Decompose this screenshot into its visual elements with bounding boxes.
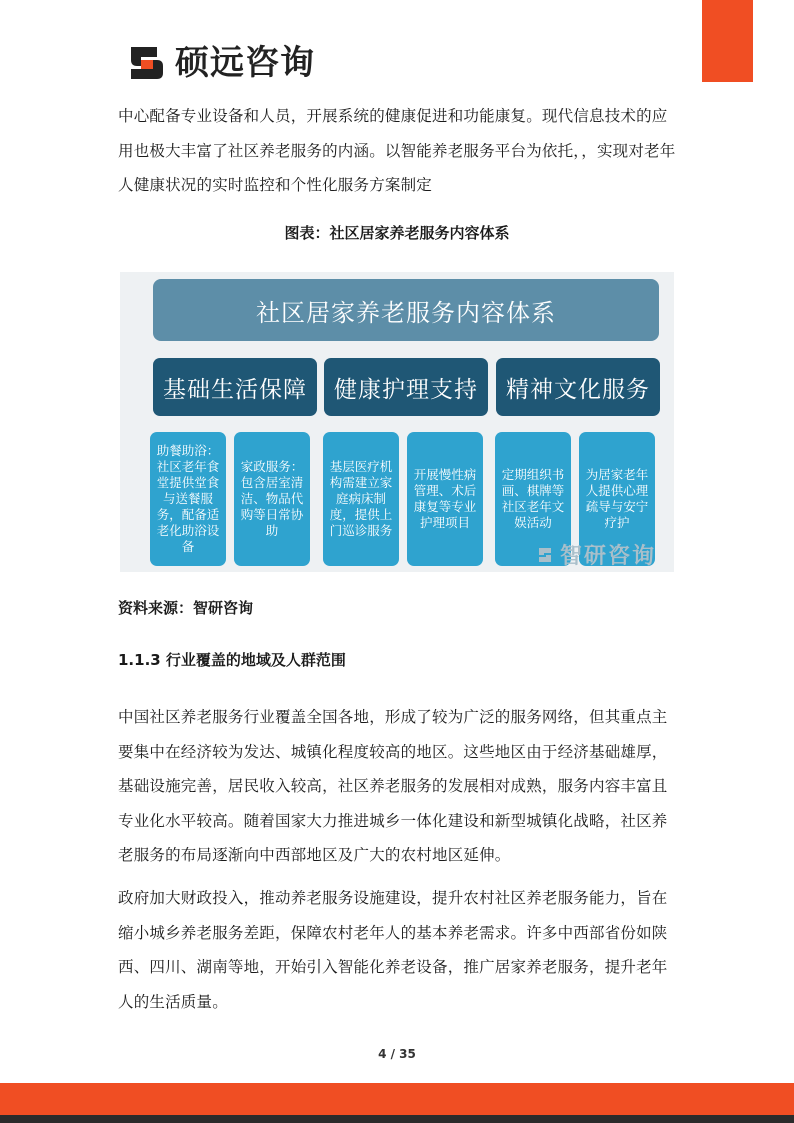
content-system-figure	[120, 272, 674, 572]
item-housekeeping: 家政服务：包含居室清洁、物品代购等日常协助	[234, 432, 310, 566]
figure-watermark	[536, 539, 656, 570]
logo-mark-icon	[127, 43, 167, 83]
intro-paragraph: 中心配备专业设备和人员，开展系统的健康促进和功能康复。现代信息技术的应用也极大丰富了社区养老服务的内涵。以智能养老服务平台为依托，，实现对老年人健康状况的实时监控和个性化服务方案制定	[118, 107, 676, 194]
category-health-care: 健康护理支持	[324, 358, 488, 416]
category-basic-living: 基础生活保障	[153, 358, 317, 416]
body-paragraph: 中国社区养老服务行业覆盖全国各地，形成了较为广泛的服务网络，但其重点主要集中在经济较为发达、城镇化程度较高的地区。这些地区由于经济基础雄厚，基础设施完善，居民收入较高，社区养老服务的发展相对成熟，服务内容丰富且专业化水平较高。随着国家大力推进城乡一体化建设和新型城镇化战略，社区养老服务的布局逐渐向中西部地区及广大的农村地区延伸。	[118, 708, 668, 864]
figure-title-box: 社区居家养老服务内容体系	[153, 279, 659, 341]
corner-accent-block	[702, 0, 753, 82]
page-number: 4 / 35	[378, 1047, 416, 1061]
item-meal-bath: 助餐助浴：社区老年食堂提供堂食与送餐服务，配备适老化助浴设备	[150, 432, 226, 566]
section-heading: 1.1.3 行业覆盖的地域及人群范围	[118, 651, 346, 669]
figure-caption: 图表：社区居家养老服务内容体系	[284, 224, 510, 242]
item-psych-support: 为居家老年人提供心理疏导与安宁疗护	[579, 432, 655, 566]
brand-logo	[127, 42, 315, 84]
footer-accent-bar	[0, 1083, 794, 1115]
item-chronic-care: 开展慢性病管理、术后康复等专业护理项目	[407, 432, 483, 566]
watermark-text: 智研咨询	[559, 544, 656, 569]
category-culture-service: 精神文化服务	[496, 358, 660, 416]
item-home-ward: 基层医疗机构需建立家庭病床制度，提供上门巡诊服务	[323, 432, 399, 566]
logo-text: 硕远咨询	[175, 43, 315, 83]
source-note: 资料来源：智研咨询	[118, 599, 254, 617]
watermark-logo-icon	[536, 545, 556, 565]
item-recreation: 定期组织书画、棋牌等社区老年文娱活动	[495, 432, 571, 566]
footer-dark-bar	[0, 1115, 794, 1123]
body-paragraph: 政府加大财政投入，推动养老服务设施建设，提升农村社区养老服务能力，旨在缩小城乡养老服务差距，保障农村老年人的基本养老需求。许多中西部省份如陕西、四川、湖南等地，开始引入智能化养老设备，推广居家养老服务，提升老年人的生活质量。	[118, 889, 668, 1011]
